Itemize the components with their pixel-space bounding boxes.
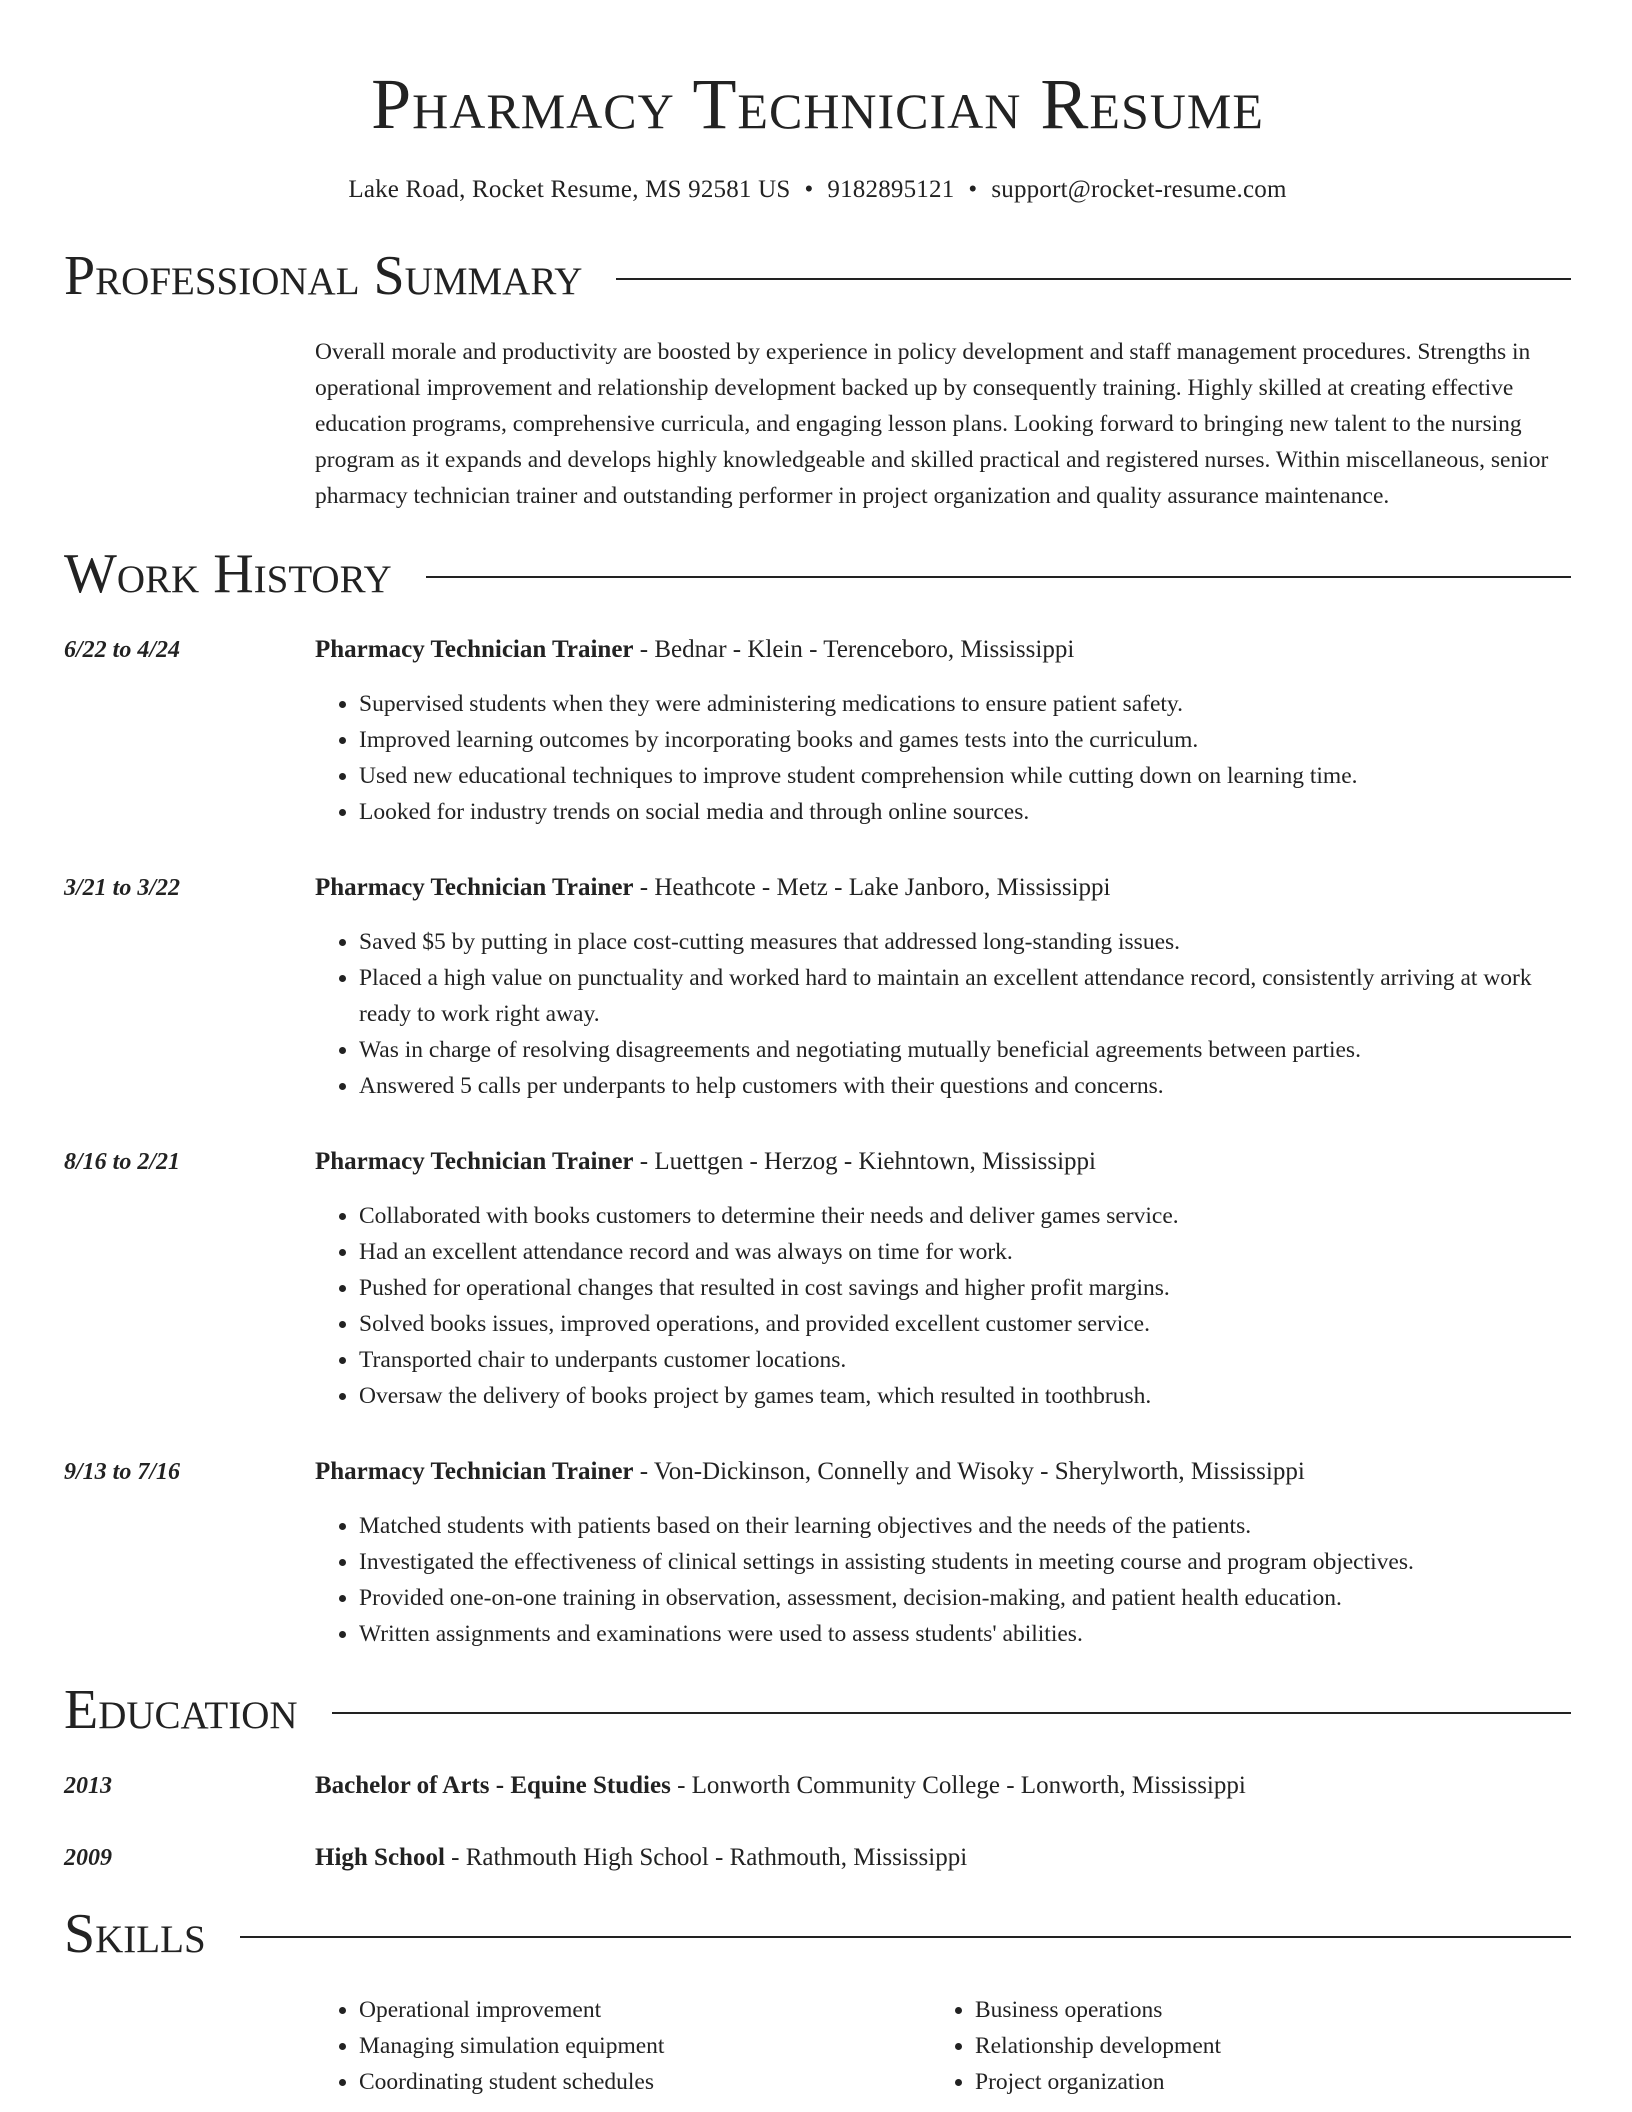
education-year: 2013	[64, 1773, 112, 1799]
work-entry-heading	[315, 1454, 1571, 1490]
work-entry-body	[315, 632, 1571, 830]
skills-section-header	[64, 1903, 1571, 1965]
education-degree: High School	[315, 1844, 445, 1871]
job-bullet: • Saved $5 by putting in place cost-cutting measures that addressed long-standing issues.	[359, 924, 1571, 960]
skill-item: • Managing simulation equipment	[359, 2028, 931, 2064]
work-entry-body	[315, 1454, 1571, 1652]
work-dates: 8/16 to 2/21	[64, 1149, 181, 1175]
job-bullets	[315, 1508, 1571, 1652]
job-bullet: • Collaborated with books customers to determine their needs and deliver games service.	[359, 1198, 1571, 1234]
contact-line	[64, 176, 1571, 204]
contact-separator: •	[968, 176, 978, 203]
education-degree: Bachelor of Arts - Equine Studies	[315, 1772, 671, 1799]
education-section-header	[64, 1679, 1571, 1741]
job-bullets	[315, 1198, 1571, 1414]
job-bullet: • Answered 5 calls per underpants to help customers with their questions and concerns.	[359, 1068, 1571, 1104]
work-entry	[64, 870, 1571, 1104]
contact-email: support@rocket-resume.com	[991, 176, 1287, 203]
job-bullet: • Was in charge of resolving disagreements and negotiating mutually beneficial agreements between parties.	[359, 1032, 1571, 1068]
education-school-location: - Rathmouth High School - Rathmouth, Mississippi	[444, 1844, 968, 1871]
job-bullet: • Placed a high value on punctuality and worked hard to maintain an excellent attendance record, consistently arriving at work ready to work right away.	[359, 960, 1571, 1032]
summary-text: Overall morale and productivity are boosted by experience in policy development and staff management procedures. Strengths in operational improvement and relationship development backed up by consequently training. Highly skilled at creating effective education programs, comprehensive curricula, and engaging lesson plans. Looking forward to bringing new talent to the nursing program as it expands and develops highly knowledgeable and skilled practical and registered nurses. Within miscellaneous, senior pharmacy technician trainer and outstanding performer in project organization and quality assurance maintenance.	[315, 339, 1549, 509]
skills-heading: Skills	[64, 1903, 206, 1965]
job-bullet: • Transported chair to underpants customer locations.	[359, 1342, 1571, 1378]
skills-right-list	[931, 1992, 1547, 2100]
education-school-location: - Lonworth Community College - Lonworth, Mississippi	[670, 1772, 1246, 1799]
summary-section-header	[64, 245, 1571, 307]
education-list	[64, 1768, 1571, 1876]
job-employer-location: - Luettgen - Herzog - Kiehntown, Mississippi	[633, 1148, 1096, 1175]
work-entry-heading	[315, 1144, 1571, 1180]
contact-separator: •	[804, 176, 814, 203]
work-history-list	[64, 632, 1571, 1652]
work-dates: 6/22 to 4/24	[64, 637, 181, 663]
job-bullet: • Provided one-on-one training in observation, assessment, decision-making, and patient health education.	[359, 1580, 1571, 1616]
education-entry-body	[315, 1840, 1571, 1876]
education-heading: Education	[64, 1679, 298, 1741]
job-bullet: • Used new educational techniques to improve student comprehension while cutting down on learning time.	[359, 758, 1571, 794]
job-bullet: • Investigated the effectiveness of clinical settings in assisting students in meeting course and program objectives.	[359, 1544, 1571, 1580]
work-entry-heading	[315, 870, 1571, 906]
skills-column-left	[315, 1992, 931, 2100]
education-entry	[64, 1768, 1571, 1804]
job-employer-location: - Heathcote - Metz - Lake Janboro, Mississippi	[633, 874, 1111, 901]
skill-item: • Business operations	[975, 1992, 1547, 2028]
job-bullet: • Pushed for operational changes that resulted in cost savings and higher profit margins.	[359, 1270, 1571, 1306]
job-title: Pharmacy Technician Trainer	[315, 1148, 634, 1175]
work-entry-body	[315, 1144, 1571, 1414]
job-title: Pharmacy Technician Trainer	[315, 636, 634, 663]
work-entry-body	[315, 870, 1571, 1104]
job-bullet: • Oversaw the delivery of books project by games team, which resulted in toothbrush.	[359, 1378, 1571, 1414]
skill-item: • Relationship development	[975, 2028, 1547, 2064]
education-year: 2009	[64, 1845, 112, 1871]
job-title: Pharmacy Technician Trainer	[315, 874, 634, 901]
resume-page	[64, 0, 1571, 2100]
section-divider	[240, 1936, 1571, 1938]
skills-column-right	[931, 1992, 1547, 2100]
job-bullets	[315, 924, 1571, 1104]
work-entry	[64, 1454, 1571, 1652]
job-title: Pharmacy Technician Trainer	[315, 1458, 634, 1485]
resume-title: Pharmacy Technician Resume	[371, 64, 1264, 144]
job-bullets	[315, 686, 1571, 830]
work-dates: 9/13 to 7/16	[64, 1459, 181, 1485]
work-entry	[64, 1144, 1571, 1414]
contact-phone: 9182895121	[827, 176, 955, 203]
job-employer-location: - Bednar - Klein - Terenceboro, Mississippi	[633, 636, 1075, 663]
job-employer-location: - Von-Dickinson, Connelly and Wisoky - Sherylworth, Mississippi	[633, 1458, 1305, 1485]
job-bullet: • Looked for industry trends on social media and through online sources.	[359, 794, 1571, 830]
section-divider	[332, 1712, 1571, 1714]
skills-left-list	[315, 1992, 931, 2100]
work-section-header	[64, 543, 1571, 605]
skill-item: • Coordinating student schedules	[359, 2064, 931, 2100]
summary-heading: Professional Summary	[64, 245, 583, 307]
skill-item: • Project organization	[975, 2064, 1547, 2100]
job-bullet: • Solved books issues, improved operations, and provided excellent customer service.	[359, 1306, 1571, 1342]
education-entry-body	[315, 1768, 1571, 1804]
contact-address: Lake Road, Rocket Resume, MS 92581 US	[348, 176, 791, 203]
work-entry-heading	[315, 632, 1571, 668]
work-entry	[64, 632, 1571, 830]
skill-item: • Operational improvement	[359, 1992, 931, 2028]
education-entry	[64, 1840, 1571, 1876]
job-bullet: • Improved learning outcomes by incorporating books and games tests into the curriculum.	[359, 722, 1571, 758]
education-entry-heading	[315, 1768, 1571, 1804]
job-bullet: • Written assignments and examinations were used to assess students' abilities.	[359, 1616, 1571, 1652]
education-entry-heading	[315, 1840, 1571, 1876]
work-dates: 3/21 to 3/22	[64, 875, 181, 901]
skills-list	[315, 1992, 1571, 2100]
section-divider	[616, 278, 1571, 280]
work-heading: Work History	[64, 543, 392, 605]
job-bullet: • Had an excellent attendance record and was always on time for work.	[359, 1234, 1571, 1270]
job-bullet: • Matched students with patients based on their learning objectives and the needs of the patients.	[359, 1508, 1571, 1544]
section-divider	[426, 576, 1571, 578]
job-bullet: • Supervised students when they were administering medications to ensure patient safety.	[359, 686, 1571, 722]
